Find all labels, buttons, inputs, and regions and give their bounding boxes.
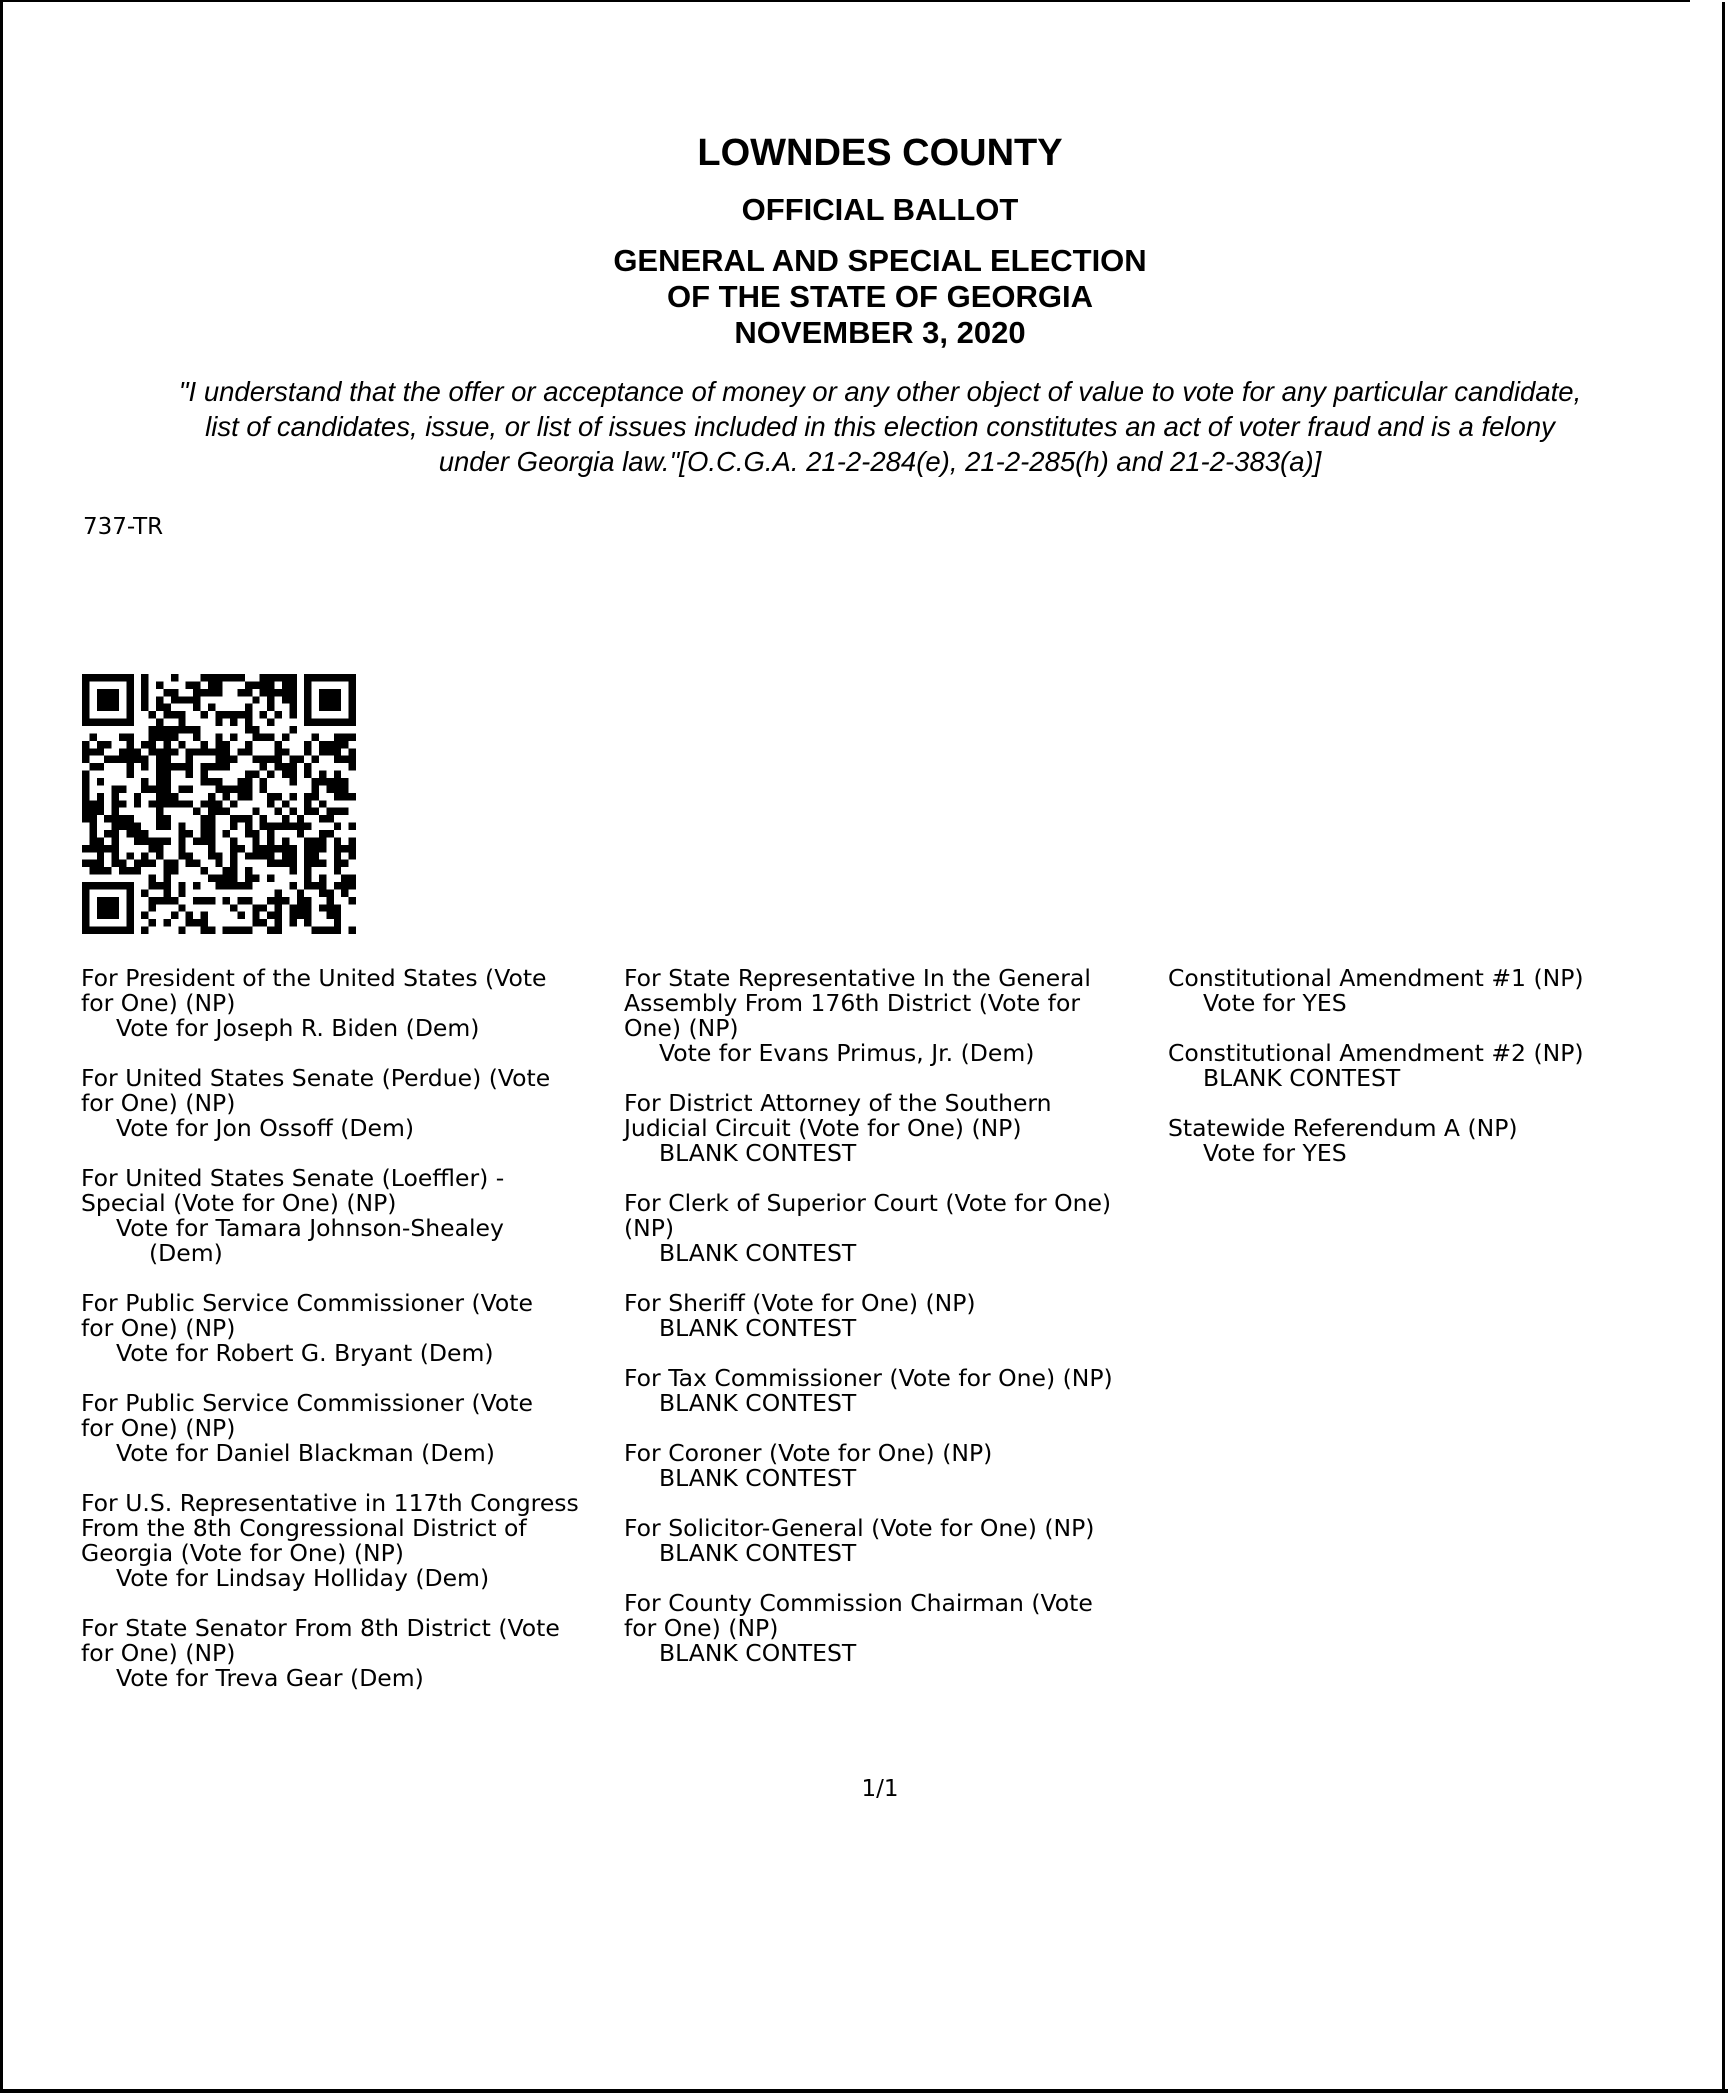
- contest: [81, 1066, 621, 1141]
- contest-selection-line: Vote for Evans Primus, Jr. (Dem): [659, 1039, 1035, 1067]
- contest-title-line: Georgia (Vote for One) (NP): [81, 1539, 404, 1567]
- contest: [1168, 1116, 1708, 1166]
- contest-selection-line: BLANK CONTEST: [659, 1314, 857, 1342]
- contest: [624, 1291, 1164, 1341]
- notice-line-3: under Georgia law."[O.C.G.A. 21-2-284(e), 21-2-285(h) and 21-2-383(a)]: [438, 446, 1322, 477]
- contest-title-line: Constitutional Amendment #2 (NP): [1168, 1039, 1584, 1067]
- contest-selection-line: Vote for Jon Ossoff (Dem): [116, 1114, 415, 1142]
- contest-title-line: for One) (NP): [81, 1639, 236, 1667]
- contest-selection-line: Vote for Daniel Blackman (Dem): [116, 1439, 495, 1467]
- contest-title-line: For County Commission Chairman (Vote: [624, 1589, 1093, 1617]
- contest: [624, 1191, 1164, 1266]
- election-date: NOVEMBER 3, 2020: [734, 315, 1026, 350]
- contest: [1168, 1041, 1708, 1091]
- page-border-notch: [1690, 0, 1728, 2]
- page-border-bottom: [0, 2089, 1728, 2093]
- contest: [624, 1441, 1164, 1491]
- page-number: 1/1: [861, 1776, 899, 1802]
- ballot-style-code: 737-TR: [83, 514, 164, 540]
- contest-selection-line: BLANK CONTEST: [1203, 1064, 1401, 1092]
- contest-title-line: For President of the United States (Vote: [81, 964, 547, 992]
- contest-title-line: For Public Service Commissioner (Vote: [81, 1389, 533, 1417]
- contest-title-line: For Coroner (Vote for One) (NP): [624, 1439, 993, 1467]
- contest-selection-line: BLANK CONTEST: [659, 1139, 857, 1167]
- contest-selection-line: BLANK CONTEST: [659, 1239, 857, 1267]
- contest-title-line: For Solicitor-General (Vote for One) (NP): [624, 1514, 1095, 1542]
- contest-selection-line: BLANK CONTEST: [659, 1389, 857, 1417]
- contest-selection-line: Vote for YES: [1203, 1139, 1347, 1167]
- contest-selection-line: Vote for Lindsay Holliday (Dem): [116, 1564, 490, 1592]
- contest-title-line: For Clerk of Superior Court (Vote for One): [624, 1189, 1112, 1217]
- notice-line-2: list of candidates, issue, or list of issues included in this election constitutes an act of voter fraud and is a felony: [205, 411, 1555, 442]
- contest: [81, 1291, 621, 1366]
- contest-title-line: Constitutional Amendment #1 (NP): [1168, 964, 1584, 992]
- contest-selection-line: BLANK CONTEST: [659, 1639, 857, 1667]
- contest-column-1: [81, 966, 621, 1716]
- contest-title-line: for One) (NP): [81, 1314, 236, 1342]
- contest: [1168, 966, 1708, 1016]
- ballot-type-title: OFFICIAL BALLOT: [741, 192, 1019, 227]
- contest-title-line: For Tax Commissioner (Vote for One) (NP): [624, 1364, 1113, 1392]
- contest: [81, 1391, 621, 1466]
- county-title: LOWNDES COUNTY: [697, 132, 1063, 174]
- election-title-line-2: OF THE STATE OF GEORGIA: [667, 279, 1093, 314]
- contest-title-line: for One) (NP): [81, 989, 236, 1017]
- contest-title-line: Judicial Circuit (Vote for One) (NP): [624, 1114, 1022, 1142]
- contest-title-line: Special (Vote for One) (NP): [81, 1189, 397, 1217]
- contest-title-line: for One) (NP): [81, 1414, 236, 1442]
- contest-column-3: [1168, 966, 1708, 1191]
- contest-title-line: Statewide Referendum A (NP): [1168, 1114, 1518, 1142]
- contest: [624, 1091, 1164, 1166]
- contest-title-line: For U.S. Representative in 117th Congress: [81, 1489, 579, 1517]
- contest-selection-line: Vote for Tamara Johnson-Shealey: [116, 1214, 504, 1242]
- contest-title-line: For District Attorney of the Southern: [624, 1089, 1052, 1117]
- contest-selection-line: Vote for YES: [1203, 989, 1347, 1017]
- qr-code: [82, 674, 356, 934]
- contest-selection-line: BLANK CONTEST: [659, 1464, 857, 1492]
- contest-title-line: For State Representative In the General: [624, 964, 1091, 992]
- contest-title-line: One) (NP): [624, 1014, 739, 1042]
- contest-title-line: (NP): [624, 1214, 675, 1242]
- contest: [81, 1491, 621, 1591]
- contest: [81, 1166, 621, 1266]
- contest-title-line: For United States Senate (Perdue) (Vote: [81, 1064, 551, 1092]
- contest-selection-line: BLANK CONTEST: [659, 1539, 857, 1567]
- contest: [624, 966, 1164, 1066]
- contest-title-line: For United States Senate (Loeffler) -: [81, 1164, 505, 1192]
- contest-column-2: [624, 966, 1164, 1691]
- contest: [624, 1366, 1164, 1416]
- contest-title-line: For State Senator From 8th District (Vote: [81, 1614, 560, 1642]
- contest-selection-line: Vote for Joseph R. Biden (Dem): [116, 1014, 480, 1042]
- contest: [81, 1616, 621, 1691]
- contest: [81, 966, 621, 1041]
- contest-title-line: for One) (NP): [81, 1089, 236, 1117]
- page-border-top: [0, 0, 1728, 2]
- contest-selection-line: Vote for Treva Gear (Dem): [116, 1664, 424, 1692]
- election-title-line-1: GENERAL AND SPECIAL ELECTION: [613, 243, 1147, 278]
- contest-selection-line: Vote for Robert G. Bryant (Dem): [116, 1339, 494, 1367]
- contest-title-line: Assembly From 176th District (Vote for: [624, 989, 1080, 1017]
- contest-title-line: for One) (NP): [624, 1614, 779, 1642]
- voter-fraud-notice: [0, 374, 1728, 479]
- contest-title-line: From the 8th Congressional District of: [81, 1514, 527, 1542]
- contest: [624, 1516, 1164, 1566]
- election-title: [0, 243, 1728, 351]
- contest-selection-line: (Dem): [149, 1239, 223, 1267]
- contest: [624, 1591, 1164, 1666]
- contest-title-line: For Public Service Commissioner (Vote: [81, 1289, 533, 1317]
- notice-line-1: "I understand that the offer or acceptance of money or any other object of value to vote for any particular candidate,: [178, 376, 1582, 407]
- contest-title-line: For Sheriff (Vote for One) (NP): [624, 1289, 976, 1317]
